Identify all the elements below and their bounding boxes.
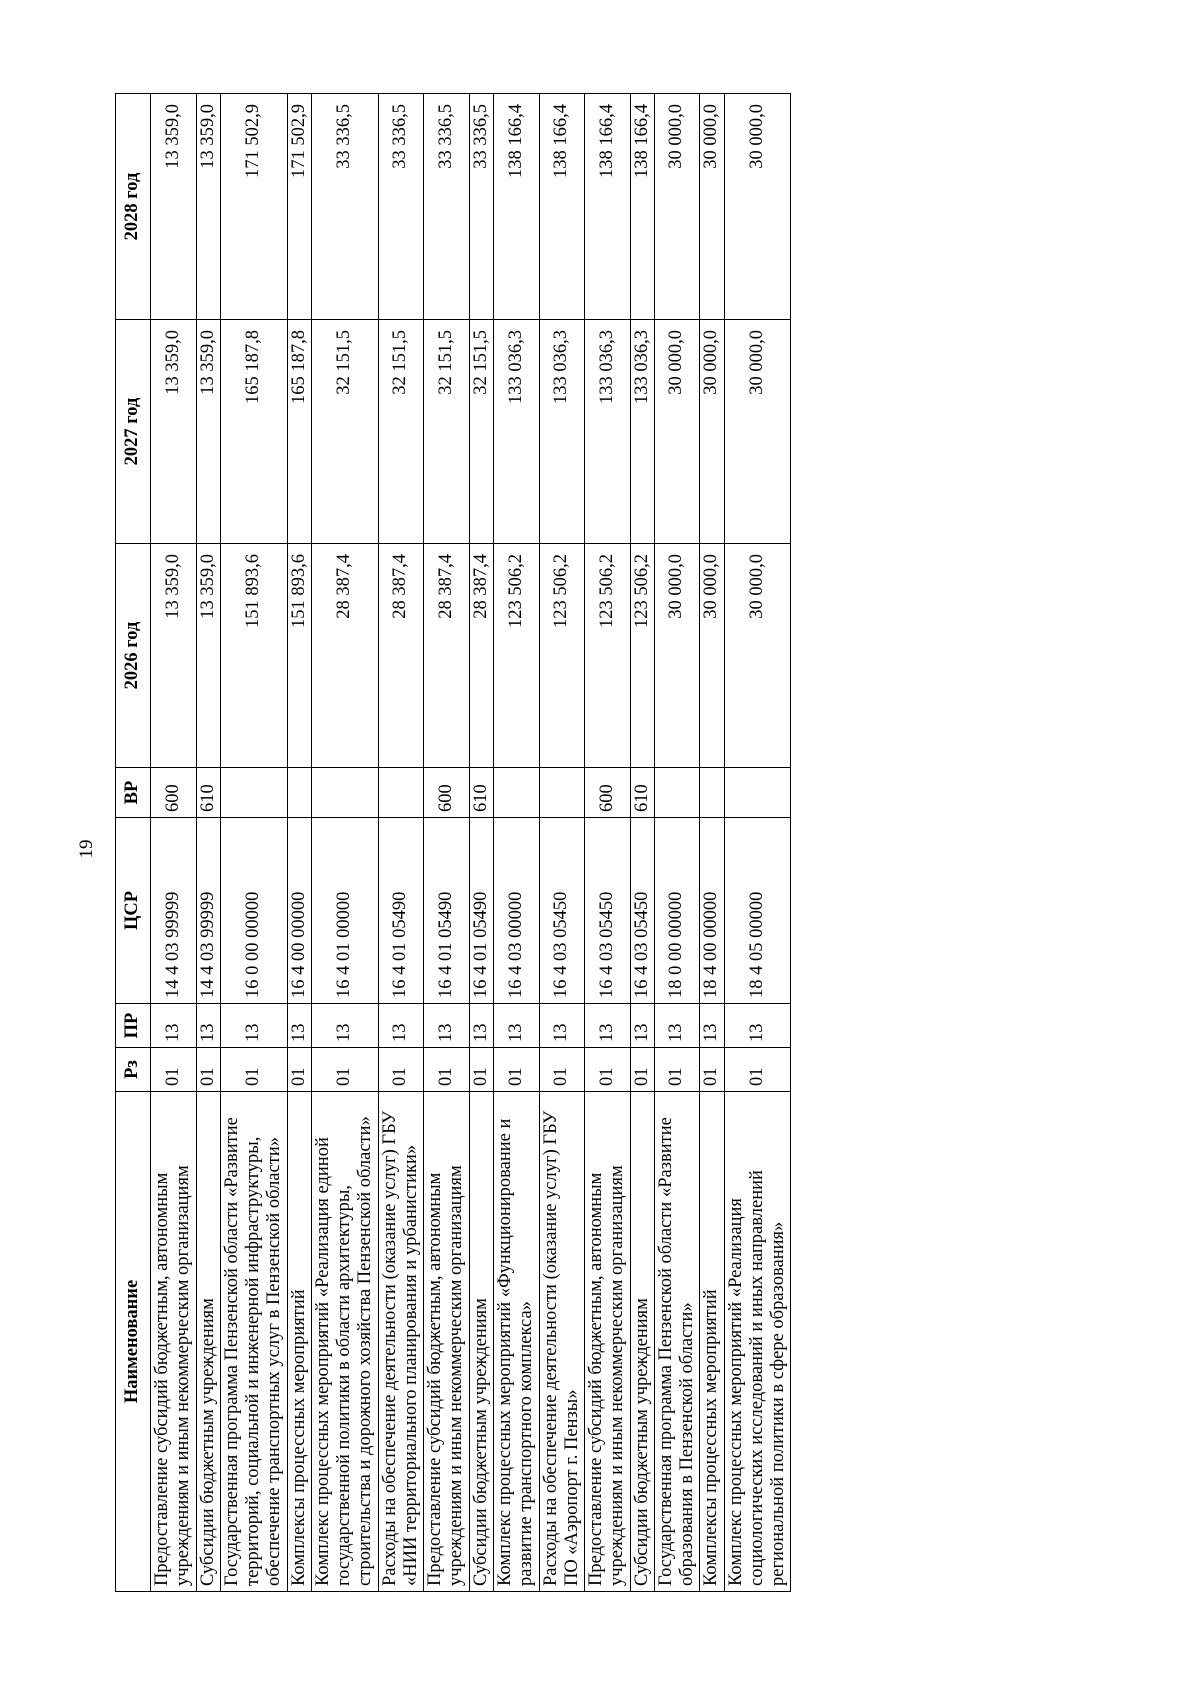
- row-csr-cell: 14 4 03 99999: [151, 818, 197, 1004]
- row-2028-cell: 138 166,4: [493, 94, 539, 320]
- row-2028-cell: 33 336,5: [424, 94, 470, 320]
- row-2028-cell: 13 359,0: [196, 94, 220, 320]
- header-2027: 2027 год: [116, 320, 151, 544]
- row-2026-cell: 123 506,2: [493, 544, 539, 768]
- table-row: [469, 94, 493, 1592]
- row-2028-cell: 33 336,5: [378, 94, 424, 320]
- table-row: [378, 94, 424, 1592]
- row-2027-cell: 30 000,0: [724, 320, 791, 544]
- row-2028-cell: 171 502,9: [220, 94, 287, 320]
- row-rz-cell: 01: [287, 1048, 311, 1092]
- row-name-cell: Предоставление субсидий бюджетным, автономным учреждениям и иным некоммерческим организациям: [424, 1092, 470, 1592]
- row-2028-cell: 13 359,0: [151, 94, 197, 320]
- table-row: [630, 94, 654, 1592]
- row-name-cell: Предоставление субсидий бюджетным, автономным учреждениям и иным некоммерческим организациям: [151, 1092, 197, 1592]
- row-2026-cell: 28 387,4: [311, 544, 378, 768]
- row-name-cell: Комплекс процессных мероприятий «Функционирование и развитие транспортного комплекса»: [493, 1092, 539, 1592]
- row-rz-cell: 01: [151, 1048, 197, 1092]
- budget-table: [115, 93, 791, 1592]
- row-vr-cell: [220, 768, 287, 818]
- row-2026-cell: 28 387,4: [378, 544, 424, 768]
- row-2027-cell: 32 151,5: [424, 320, 470, 544]
- row-rz-cell: 01: [654, 1048, 700, 1092]
- row-pr-cell: 13: [196, 1004, 220, 1048]
- row-2027-cell: 13 359,0: [196, 320, 220, 544]
- row-pr-cell: 13: [311, 1004, 378, 1048]
- row-vr-cell: [654, 768, 700, 818]
- row-csr-cell: 16 0 00 00000: [220, 818, 287, 1004]
- header-rz: Рз: [116, 1048, 151, 1092]
- row-vr-cell: [724, 768, 791, 818]
- table-body: [151, 94, 791, 1592]
- row-2027-cell: 30 000,0: [654, 320, 700, 544]
- row-rz-cell: 01: [424, 1048, 470, 1092]
- header-2026: 2026 год: [116, 544, 151, 768]
- row-2026-cell: 30 000,0: [700, 544, 724, 768]
- row-name-cell: Субсидии бюджетным учреждениям: [196, 1092, 220, 1592]
- row-pr-cell: 13: [151, 1004, 197, 1048]
- row-name-cell: Расходы на обеспечение деятельности (оказание услуг) ГБУ «НИИ территориального планирования и урбанистики»: [378, 1092, 424, 1592]
- row-name-cell: Комплексы процессных мероприятий: [700, 1092, 724, 1592]
- row-rz-cell: 01: [220, 1048, 287, 1092]
- row-2026-cell: 30 000,0: [654, 544, 700, 768]
- row-rz-cell: 01: [700, 1048, 724, 1092]
- row-2027-cell: 165 187,8: [287, 320, 311, 544]
- row-name-cell: Предоставление субсидий бюджетным, автономным учреждениям и иным некоммерческим организациям: [585, 1092, 631, 1592]
- rotated-table-container: [115, 94, 1037, 1592]
- row-vr-cell: 600: [424, 768, 470, 818]
- header-2028: 2028 год: [116, 94, 151, 320]
- table-row: [424, 94, 470, 1592]
- row-2026-cell: 123 506,2: [630, 544, 654, 768]
- row-pr-cell: 13: [424, 1004, 470, 1048]
- row-2028-cell: 33 336,5: [311, 94, 378, 320]
- row-vr-cell: 610: [630, 768, 654, 818]
- table-row: [287, 94, 311, 1592]
- row-2028-cell: 33 336,5: [469, 94, 493, 320]
- table-row: [539, 94, 585, 1592]
- row-rz-cell: 01: [585, 1048, 631, 1092]
- row-pr-cell: 13: [654, 1004, 700, 1048]
- row-pr-cell: 13: [724, 1004, 791, 1048]
- row-2026-cell: 123 506,2: [539, 544, 585, 768]
- page-number: 19: [76, 839, 97, 859]
- row-2027-cell: 32 151,5: [469, 320, 493, 544]
- row-2026-cell: 30 000,0: [724, 544, 791, 768]
- row-rz-cell: 01: [469, 1048, 493, 1092]
- row-pr-cell: 13: [287, 1004, 311, 1048]
- row-vr-cell: 600: [585, 768, 631, 818]
- row-2027-cell: 133 036,3: [539, 320, 585, 544]
- row-2026-cell: 28 387,4: [469, 544, 493, 768]
- table-row: [311, 94, 378, 1592]
- row-2028-cell: 138 166,4: [630, 94, 654, 320]
- row-2027-cell: 32 151,5: [378, 320, 424, 544]
- row-2027-cell: 133 036,3: [493, 320, 539, 544]
- row-rz-cell: 01: [311, 1048, 378, 1092]
- row-2027-cell: 133 036,3: [630, 320, 654, 544]
- row-csr-cell: 16 4 01 05490: [378, 818, 424, 1004]
- table-row: [654, 94, 700, 1592]
- table-row: [196, 94, 220, 1592]
- row-csr-cell: 16 4 03 05450: [539, 818, 585, 1004]
- row-rz-cell: 01: [196, 1048, 220, 1092]
- row-vr-cell: [311, 768, 378, 818]
- row-2027-cell: 32 151,5: [311, 320, 378, 544]
- table-row: [220, 94, 287, 1592]
- row-name-cell: Субсидии бюджетным учреждениям: [469, 1092, 493, 1592]
- row-vr-cell: 600: [151, 768, 197, 818]
- row-csr-cell: 16 4 01 00000: [311, 818, 378, 1004]
- header-vr: ВР: [116, 768, 151, 818]
- row-pr-cell: 13: [469, 1004, 493, 1048]
- row-pr-cell: 13: [539, 1004, 585, 1048]
- row-csr-cell: 16 4 03 00000: [493, 818, 539, 1004]
- row-2028-cell: 30 000,0: [654, 94, 700, 320]
- row-2027-cell: 13 359,0: [151, 320, 197, 544]
- table-row: [700, 94, 724, 1592]
- row-vr-cell: [700, 768, 724, 818]
- row-pr-cell: 13: [378, 1004, 424, 1048]
- row-csr-cell: 16 4 03 05450: [585, 818, 631, 1004]
- row-vr-cell: 610: [469, 768, 493, 818]
- row-name-cell: Государственная программа Пензенской области «Развитие территорий, социальной и инженерной инфраструктуры, обеспечение транспортных услуг в Пензенской области»: [220, 1092, 287, 1592]
- table-row: [724, 94, 791, 1592]
- row-2026-cell: 151 893,6: [287, 544, 311, 768]
- row-pr-cell: 13: [700, 1004, 724, 1048]
- row-rz-cell: 01: [539, 1048, 585, 1092]
- row-csr-cell: 14 4 03 99999: [196, 818, 220, 1004]
- row-name-cell: Комплекс процессных мероприятий «Реализация социологических исследований и иных направлений региональной политики в сфере образования»: [724, 1092, 791, 1592]
- row-csr-cell: 18 4 05 00000: [724, 818, 791, 1004]
- row-csr-cell: 18 0 00 00000: [654, 818, 700, 1004]
- row-csr-cell: 18 4 00 00000: [700, 818, 724, 1004]
- row-2026-cell: 28 387,4: [424, 544, 470, 768]
- table-row: [493, 94, 539, 1592]
- row-2028-cell: 30 000,0: [724, 94, 791, 320]
- row-rz-cell: 01: [724, 1048, 791, 1092]
- row-pr-cell: 13: [585, 1004, 631, 1048]
- row-rz-cell: 01: [378, 1048, 424, 1092]
- row-vr-cell: [378, 768, 424, 818]
- row-csr-cell: 16 4 01 05490: [424, 818, 470, 1004]
- row-name-cell: Комплекс процессных мероприятий «Реализация единой государственной политики в области архитектуры, строительства и дорожного хозяйства Пензенской области»: [311, 1092, 378, 1592]
- row-pr-cell: 13: [630, 1004, 654, 1048]
- row-2027-cell: 133 036,3: [585, 320, 631, 544]
- header-csr: ЦСР: [116, 818, 151, 1004]
- row-name-cell: Комплексы процессных мероприятий: [287, 1092, 311, 1592]
- header-pr: ПР: [116, 1004, 151, 1048]
- row-2028-cell: 30 000,0: [700, 94, 724, 320]
- row-2026-cell: 13 359,0: [151, 544, 197, 768]
- row-2026-cell: 123 506,2: [585, 544, 631, 768]
- row-vr-cell: 610: [196, 768, 220, 818]
- row-name-cell: Субсидии бюджетным учреждениям: [630, 1092, 654, 1592]
- row-vr-cell: [539, 768, 585, 818]
- row-2027-cell: 30 000,0: [700, 320, 724, 544]
- table-header-row: [116, 94, 151, 1592]
- row-2028-cell: 138 166,4: [585, 94, 631, 320]
- row-csr-cell: 16 4 00 00000: [287, 818, 311, 1004]
- row-2026-cell: 151 893,6: [220, 544, 287, 768]
- header-name: Наименование: [116, 1092, 151, 1592]
- row-rz-cell: 01: [493, 1048, 539, 1092]
- table-row: [585, 94, 631, 1592]
- row-vr-cell: [493, 768, 539, 818]
- row-pr-cell: 13: [493, 1004, 539, 1048]
- row-csr-cell: 16 4 01 05490: [469, 818, 493, 1004]
- row-name-cell: Государственная программа Пензенской области «Развитие образования в Пензенской области»: [654, 1092, 700, 1592]
- table-row: [151, 94, 197, 1592]
- row-rz-cell: 01: [630, 1048, 654, 1092]
- row-csr-cell: 16 4 03 05450: [630, 818, 654, 1004]
- row-name-cell: Расходы на обеспечение деятельности (оказание услуг) ГБУ ПО «Аэропорт г. Пензы»: [539, 1092, 585, 1592]
- row-vr-cell: [287, 768, 311, 818]
- row-pr-cell: 13: [220, 1004, 287, 1048]
- row-2026-cell: 13 359,0: [196, 544, 220, 768]
- row-2027-cell: 165 187,8: [220, 320, 287, 544]
- row-2028-cell: 138 166,4: [539, 94, 585, 320]
- row-2028-cell: 171 502,9: [287, 94, 311, 320]
